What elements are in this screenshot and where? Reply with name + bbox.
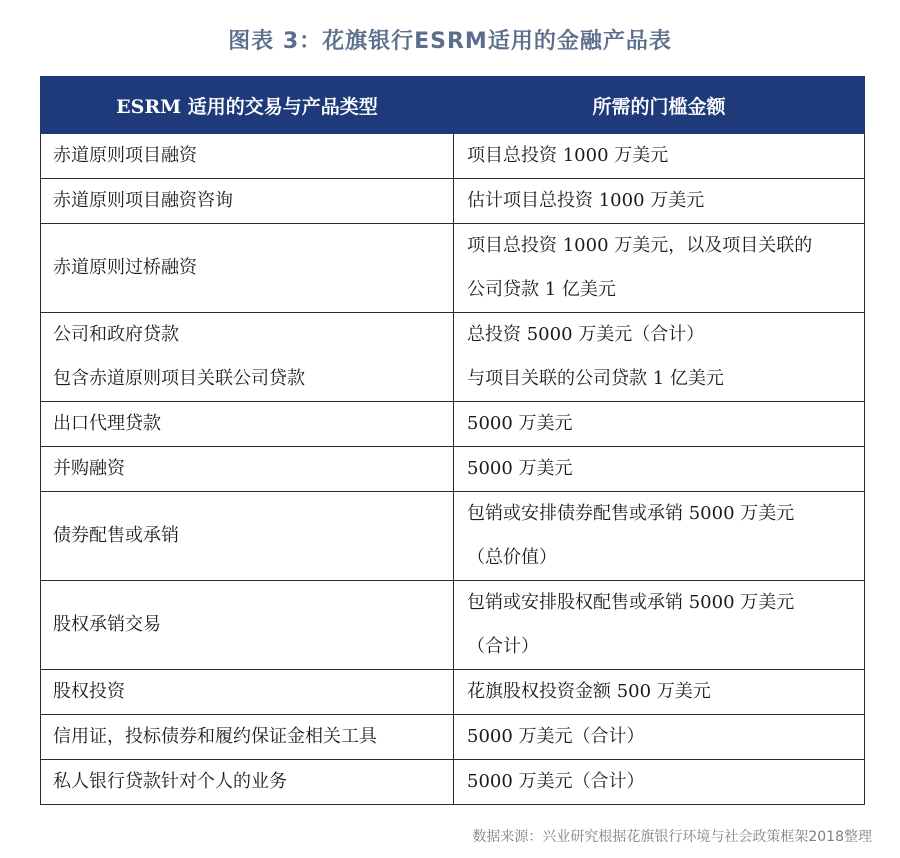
cell-threshold-amount (454, 134, 865, 179)
cell-product-type (41, 760, 454, 805)
cell-text: （合计） (467, 636, 539, 657)
cell-text: 5000 万美元 (467, 458, 573, 479)
table-row (41, 581, 865, 670)
cell-text: 公司和政府贷款 (53, 324, 179, 345)
cell-text: 估计项目总投资 1000 万美元 (467, 190, 705, 211)
cell-threshold-amount (454, 581, 865, 670)
cell-product-type (41, 224, 454, 313)
cell-text: 出口代理贷款 (53, 413, 161, 434)
cell-text: 信用证，投标债券和履约保证金相关工具 (53, 726, 377, 747)
cell-text: 债券配售或承销 (53, 525, 179, 546)
table-header-row (41, 77, 865, 134)
table-row (41, 492, 865, 581)
table-row (41, 760, 865, 805)
cell-text: 私人银行贷款针对个人的业务 (53, 771, 287, 792)
cell-text: 股权投资 (53, 681, 125, 702)
cell-text: （总价值） (467, 547, 557, 568)
cell-threshold-amount (454, 402, 865, 447)
table-row (41, 224, 865, 313)
table-row (41, 670, 865, 715)
page-title: 图表 3：花旗银行ESRM适用的金融产品表 (228, 29, 672, 54)
cell-text: 赤道原则项目融资咨询 (53, 190, 233, 211)
table-row (41, 179, 865, 224)
cell-threshold-amount (454, 224, 865, 313)
cell-text: 包销或安排债券配售或承销 5000 万美元 (467, 503, 795, 524)
data-source-note: 数据来源：兴业研究根据花旗银行环境与社会政策框架2018整理 (472, 829, 872, 845)
cell-product-type (41, 447, 454, 492)
cell-product-type (41, 313, 454, 402)
cell-product-type (41, 581, 454, 670)
cell-text: 5000 万美元 (467, 413, 573, 434)
cell-text: 5000 万美元（合计） (467, 771, 645, 792)
cell-text: 赤道原则项目融资 (53, 145, 197, 166)
cell-text: 包含赤道原则项目关联公司贷款 (53, 368, 305, 389)
cell-text: 公司贷款 1 亿美元 (467, 279, 616, 300)
cell-text: 项目总投资 1000 万美元，以及项目关联的 (467, 235, 813, 256)
cell-threshold-amount (454, 715, 865, 760)
cell-text: 花旗股权投资金额 500 万美元 (467, 681, 711, 702)
cell-text: 赤道原则过桥融资 (53, 257, 197, 278)
cell-text: 并购融资 (53, 458, 125, 479)
cell-threshold-amount (454, 447, 865, 492)
cell-threshold-amount (454, 492, 865, 581)
table-row (41, 447, 865, 492)
header-product-type: ESRM 适用的交易与产品类型 (41, 77, 454, 134)
table-row (41, 402, 865, 447)
cell-threshold-amount (454, 179, 865, 224)
header-threshold-amount: 所需的门槛金额 (454, 77, 865, 134)
cell-product-type (41, 402, 454, 447)
cell-product-type (41, 715, 454, 760)
cell-text: 5000 万美元（合计） (467, 726, 645, 747)
cell-text: 与项目关联的公司贷款 1 亿美元 (467, 368, 724, 389)
cell-product-type (41, 670, 454, 715)
esrm-product-table (40, 76, 865, 805)
table-row (41, 313, 865, 402)
cell-text: 股权承销交易 (53, 614, 161, 635)
cell-text: 总投资 5000 万美元（合计） (467, 324, 705, 345)
cell-text: 项目总投资 1000 万美元 (467, 145, 669, 166)
cell-product-type (41, 179, 454, 224)
cell-product-type (41, 492, 454, 581)
cell-threshold-amount (454, 760, 865, 805)
table-row (41, 715, 865, 760)
cell-threshold-amount (454, 313, 865, 402)
table-row (41, 134, 865, 179)
cell-threshold-amount (454, 670, 865, 715)
cell-product-type (41, 134, 454, 179)
cell-text: 包销或安排股权配售或承销 5000 万美元 (467, 592, 795, 613)
